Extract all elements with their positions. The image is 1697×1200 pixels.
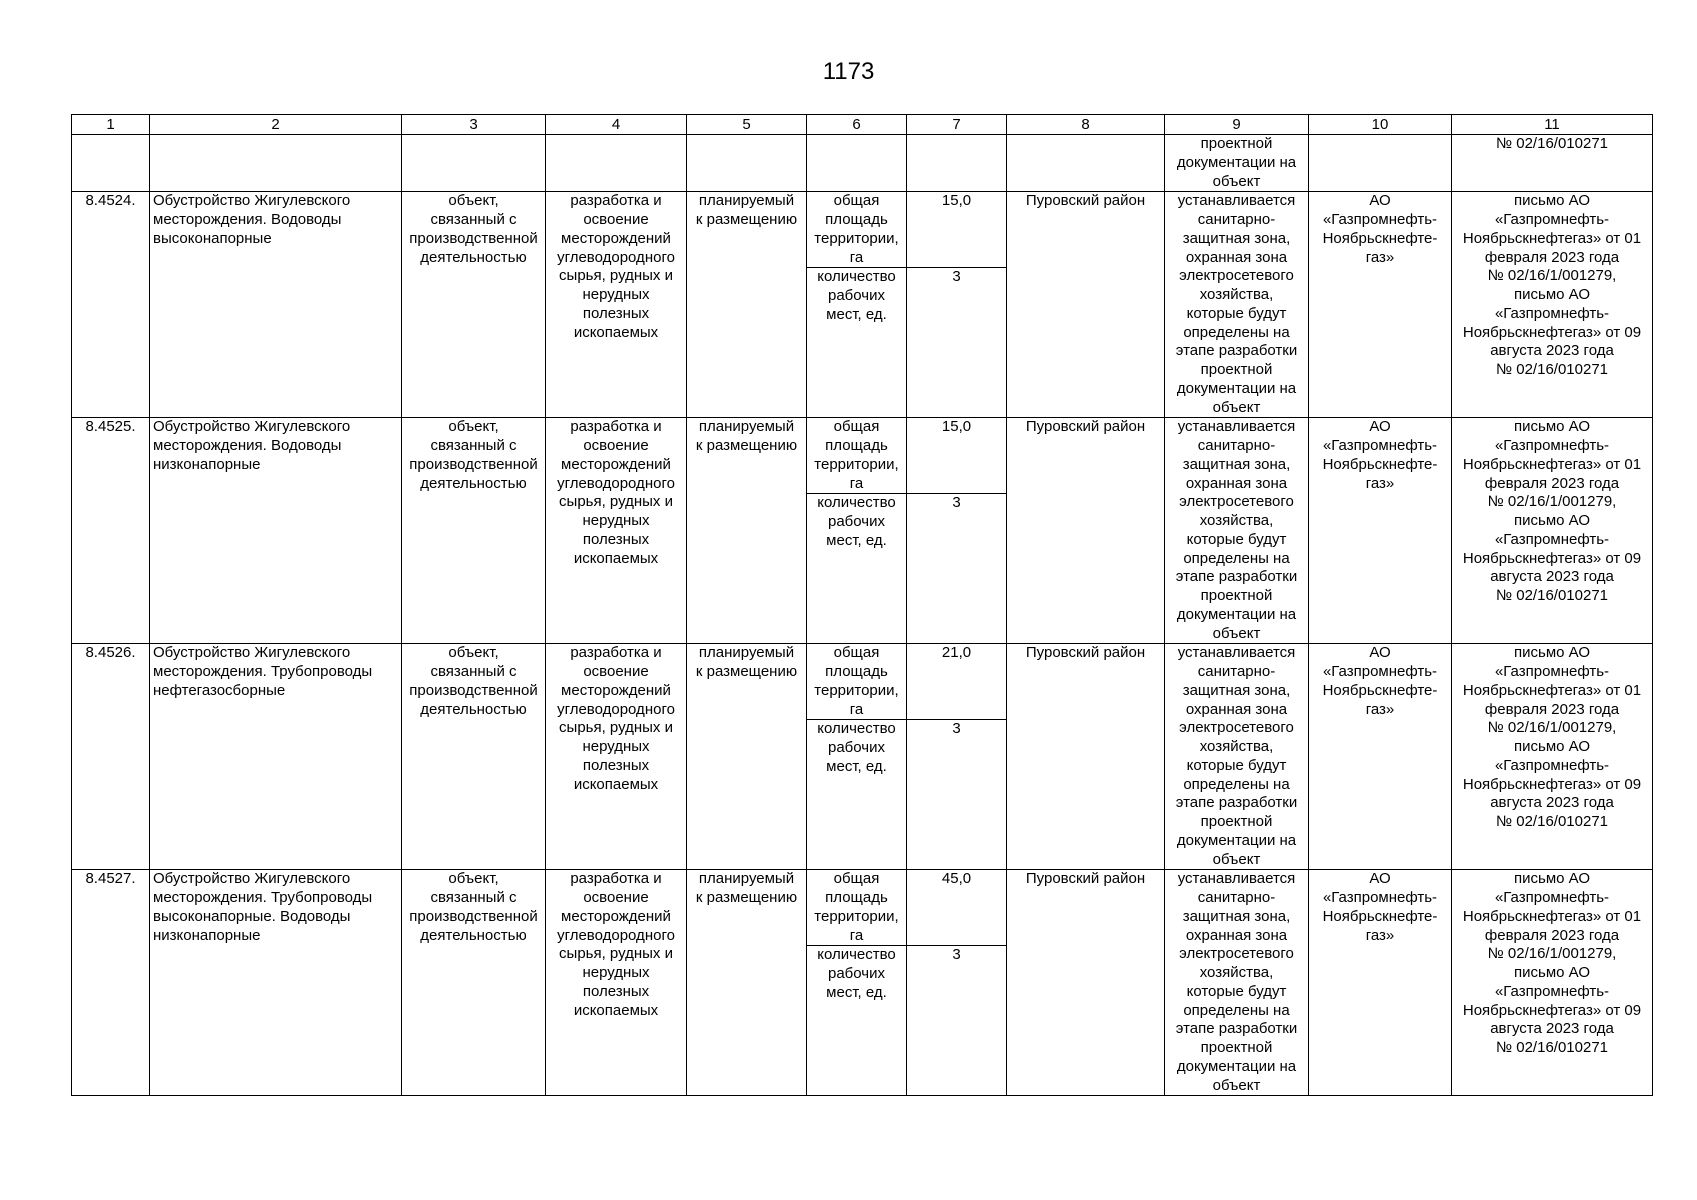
area-label bbox=[807, 418, 907, 494]
jobs-value bbox=[907, 268, 1007, 418]
column-header: 4 bbox=[546, 115, 687, 135]
object-status-text: планируемый к размещению bbox=[695, 644, 798, 680]
column-header-row bbox=[72, 115, 1653, 135]
jobs-label-text: количество рабочих мест, ед. bbox=[817, 946, 896, 1001]
object-status bbox=[687, 870, 807, 1096]
object-name-text: Обустройство Жигулевского месторождения. Трубопроводы нефтегазосборные bbox=[153, 644, 373, 699]
object-name bbox=[150, 644, 402, 870]
basis-text: письмо АО «Газпромнефть- Ноябрьскнефтегаз» от 01 февраля 2023 года № 02/16/1/001279, письмо АО «Газпромнефть- Ноябрьскнефтегаз» от 09 августа 2023 года № 02/16/010271 bbox=[1462, 418, 1642, 604]
object-purpose bbox=[546, 644, 687, 870]
location bbox=[1007, 418, 1165, 644]
object-purpose bbox=[546, 870, 687, 1096]
area-label-text: общая площадь территории, га bbox=[814, 870, 899, 944]
zones bbox=[1165, 644, 1309, 870]
zones-text: устанавливается санитарно- защитная зона, охранная зона электросетевого хозяйства, которые будут определены на этапе разработки проектной документации на объект bbox=[1175, 644, 1298, 868]
object-type bbox=[402, 644, 546, 870]
object-name-text: Обустройство Жигулевского месторождения. Водоводы высоконапорные bbox=[153, 192, 351, 247]
object-type-text: объект, связанный с производственной деятельностью bbox=[409, 644, 538, 718]
zones-text: устанавливается санитарно- защитная зона, охранная зона электросетевого хозяйства, которые будут определены на этапе разработки проектной документации на объект bbox=[1175, 192, 1298, 416]
object-name-text: Обустройство Жигулевского месторождения. Водоводы низконапорные bbox=[153, 418, 351, 473]
table-row bbox=[72, 870, 1653, 946]
initiator bbox=[1309, 870, 1452, 1096]
object-status-text: планируемый к размещению bbox=[695, 192, 798, 228]
table-cell bbox=[1309, 135, 1452, 192]
column-header: 1 bbox=[72, 115, 150, 135]
object-purpose-text: разработка и освоение месторождений углеводородного сырья, рудных и нерудных полезных ископаемых bbox=[557, 192, 675, 341]
zones-text: устанавливается санитарно- защитная зона, охранная зона электросетевого хозяйства, которые будут определены на этапе разработки проектной документации на объект bbox=[1175, 870, 1298, 1094]
object-type bbox=[402, 870, 546, 1096]
area-label bbox=[807, 870, 907, 946]
basis bbox=[1452, 418, 1653, 644]
object-status bbox=[687, 644, 807, 870]
location-text: Пуровский район bbox=[1025, 192, 1146, 210]
initiator bbox=[1309, 192, 1452, 418]
column-header: 3 bbox=[402, 115, 546, 135]
jobs-label bbox=[807, 494, 907, 644]
location-text: Пуровский район bbox=[1025, 418, 1146, 436]
area-label bbox=[807, 192, 907, 268]
initiator-text: АО «Газпромнефть- Ноябрьскнефте- газ» bbox=[1322, 644, 1438, 718]
object-status-text: планируемый к размещению bbox=[695, 870, 798, 906]
zones-text: устанавливается санитарно- защитная зона, охранная зона электросетевого хозяйства, которые будут определены на этапе разработки проектной документации на объект bbox=[1175, 418, 1298, 642]
jobs-value-text: 3 bbox=[952, 720, 961, 738]
table-cell bbox=[807, 135, 907, 192]
row-number bbox=[72, 870, 150, 1096]
location bbox=[1007, 192, 1165, 418]
area-label-text: общая площадь территории, га bbox=[814, 192, 899, 266]
zones-text: проектной документации на объект bbox=[1176, 135, 1297, 190]
basis bbox=[1452, 192, 1653, 418]
jobs-label bbox=[807, 268, 907, 418]
object-purpose-text: разработка и освоение месторождений углеводородного сырья, рудных и нерудных полезных ископаемых bbox=[557, 644, 675, 793]
location-text: Пуровский район bbox=[1025, 644, 1146, 662]
object-type-text: объект, связанный с производственной деятельностью bbox=[409, 870, 538, 944]
basis-text: письмо АО «Газпромнефть- Ноябрьскнефтегаз» от 01 февраля 2023 года № 02/16/1/001279, письмо АО «Газпромнефть- Ноябрьскнефтегаз» от 09 августа 2023 года № 02/16/010271 bbox=[1462, 644, 1642, 830]
row-number bbox=[72, 192, 150, 418]
area-value bbox=[907, 418, 1007, 494]
area-label-text: общая площадь территории, га bbox=[814, 418, 899, 492]
area-label-text: общая площадь территории, га bbox=[814, 644, 899, 718]
column-header: 2 bbox=[150, 115, 402, 135]
column-header: 11 bbox=[1452, 115, 1653, 135]
area-value bbox=[907, 192, 1007, 268]
jobs-label-text: количество рабочих мест, ед. bbox=[817, 268, 896, 323]
register-table bbox=[71, 114, 1653, 1096]
table-cell bbox=[72, 135, 150, 192]
page-number: 1173 bbox=[822, 58, 875, 85]
basis-text: письмо АО «Газпромнефть- Ноябрьскнефтегаз» от 01 февраля 2023 года № 02/16/1/001279, письмо АО «Газпромнефть- Ноябрьскнефтегаз» от 09 августа 2023 года № 02/16/010271 bbox=[1462, 870, 1642, 1056]
initiator bbox=[1309, 418, 1452, 644]
object-status-text: планируемый к размещению bbox=[695, 418, 798, 454]
area-value-text: 21,0 bbox=[941, 644, 972, 662]
column-header: 10 bbox=[1309, 115, 1452, 135]
column-header: 9 bbox=[1165, 115, 1309, 135]
jobs-value-text: 3 bbox=[952, 494, 961, 512]
row-number-text: 8.4527. bbox=[85, 870, 136, 888]
row-number-text: 8.4525. bbox=[85, 418, 136, 436]
object-purpose-text: разработка и освоение месторождений углеводородного сырья, рудных и нерудных полезных ископаемых bbox=[557, 418, 675, 567]
row-number bbox=[72, 644, 150, 870]
table-row bbox=[72, 644, 1653, 720]
basis bbox=[1452, 870, 1653, 1096]
location bbox=[1007, 870, 1165, 1096]
area-value-text: 45,0 bbox=[941, 870, 972, 888]
jobs-value bbox=[907, 494, 1007, 644]
object-type bbox=[402, 192, 546, 418]
initiator-text: АО «Газпромнефть- Ноябрьскнефте- газ» bbox=[1322, 870, 1438, 944]
table-cell bbox=[402, 135, 546, 192]
basis-text: письмо АО «Газпромнефть- Ноябрьскнефтегаз» от 01 февраля 2023 года № 02/16/1/001279, письмо АО «Газпромнефть- Ноябрьскнефтегаз» от 09 августа 2023 года № 02/16/010271 bbox=[1462, 192, 1642, 378]
column-header: 8 bbox=[1007, 115, 1165, 135]
object-type bbox=[402, 418, 546, 644]
object-name-text: Обустройство Жигулевского месторождения. Трубопроводы высоконапорные. Водоводы низконапорные bbox=[153, 870, 373, 944]
jobs-value-text: 3 bbox=[952, 268, 961, 286]
row-number-text: 8.4524. bbox=[85, 192, 136, 210]
jobs-label bbox=[807, 720, 907, 870]
jobs-label-text: количество рабочих мест, ед. bbox=[817, 720, 896, 775]
object-type-text: объект, связанный с производственной деятельностью bbox=[409, 418, 538, 492]
initiator-text: АО «Газпромнефть- Ноябрьскнефте- газ» bbox=[1322, 418, 1438, 492]
object-name bbox=[150, 418, 402, 644]
basis-text: № 02/16/010271 bbox=[1495, 135, 1609, 152]
continuation-row bbox=[72, 135, 1653, 192]
object-purpose bbox=[546, 192, 687, 418]
table-cell bbox=[150, 135, 402, 192]
object-purpose-text: разработка и освоение месторождений углеводородного сырья, рудных и нерудных полезных ископаемых bbox=[557, 870, 675, 1019]
object-status bbox=[687, 192, 807, 418]
object-purpose bbox=[546, 418, 687, 644]
location-text: Пуровский район bbox=[1025, 870, 1146, 888]
object-type-text: объект, связанный с производственной деятельностью bbox=[409, 192, 538, 266]
row-number bbox=[72, 418, 150, 644]
object-name bbox=[150, 192, 402, 418]
column-header: 7 bbox=[907, 115, 1007, 135]
row-number-text: 8.4526. bbox=[85, 644, 136, 662]
table-cell bbox=[1452, 135, 1653, 192]
table-cell bbox=[546, 135, 687, 192]
zones bbox=[1165, 418, 1309, 644]
object-status bbox=[687, 418, 807, 644]
jobs-value bbox=[907, 946, 1007, 1096]
jobs-label bbox=[807, 946, 907, 1096]
zones bbox=[1165, 870, 1309, 1096]
area-value bbox=[907, 870, 1007, 946]
jobs-value-text: 3 bbox=[952, 946, 961, 964]
table-cell bbox=[1007, 135, 1165, 192]
table-cell bbox=[907, 135, 1007, 192]
area-value-text: 15,0 bbox=[941, 192, 972, 210]
column-header: 5 bbox=[687, 115, 807, 135]
initiator-text: АО «Газпромнефть- Ноябрьскнефте- газ» bbox=[1322, 192, 1438, 266]
object-name bbox=[150, 870, 402, 1096]
initiator bbox=[1309, 644, 1452, 870]
table-row bbox=[72, 418, 1653, 494]
area-label bbox=[807, 644, 907, 720]
jobs-value bbox=[907, 720, 1007, 870]
column-header: 6 bbox=[807, 115, 907, 135]
table-cell bbox=[1165, 135, 1309, 192]
table-cell bbox=[687, 135, 807, 192]
zones bbox=[1165, 192, 1309, 418]
basis bbox=[1452, 644, 1653, 870]
location bbox=[1007, 644, 1165, 870]
table-row bbox=[72, 192, 1653, 268]
area-value bbox=[907, 644, 1007, 720]
area-value-text: 15,0 bbox=[941, 418, 972, 436]
jobs-label-text: количество рабочих мест, ед. bbox=[817, 494, 896, 549]
